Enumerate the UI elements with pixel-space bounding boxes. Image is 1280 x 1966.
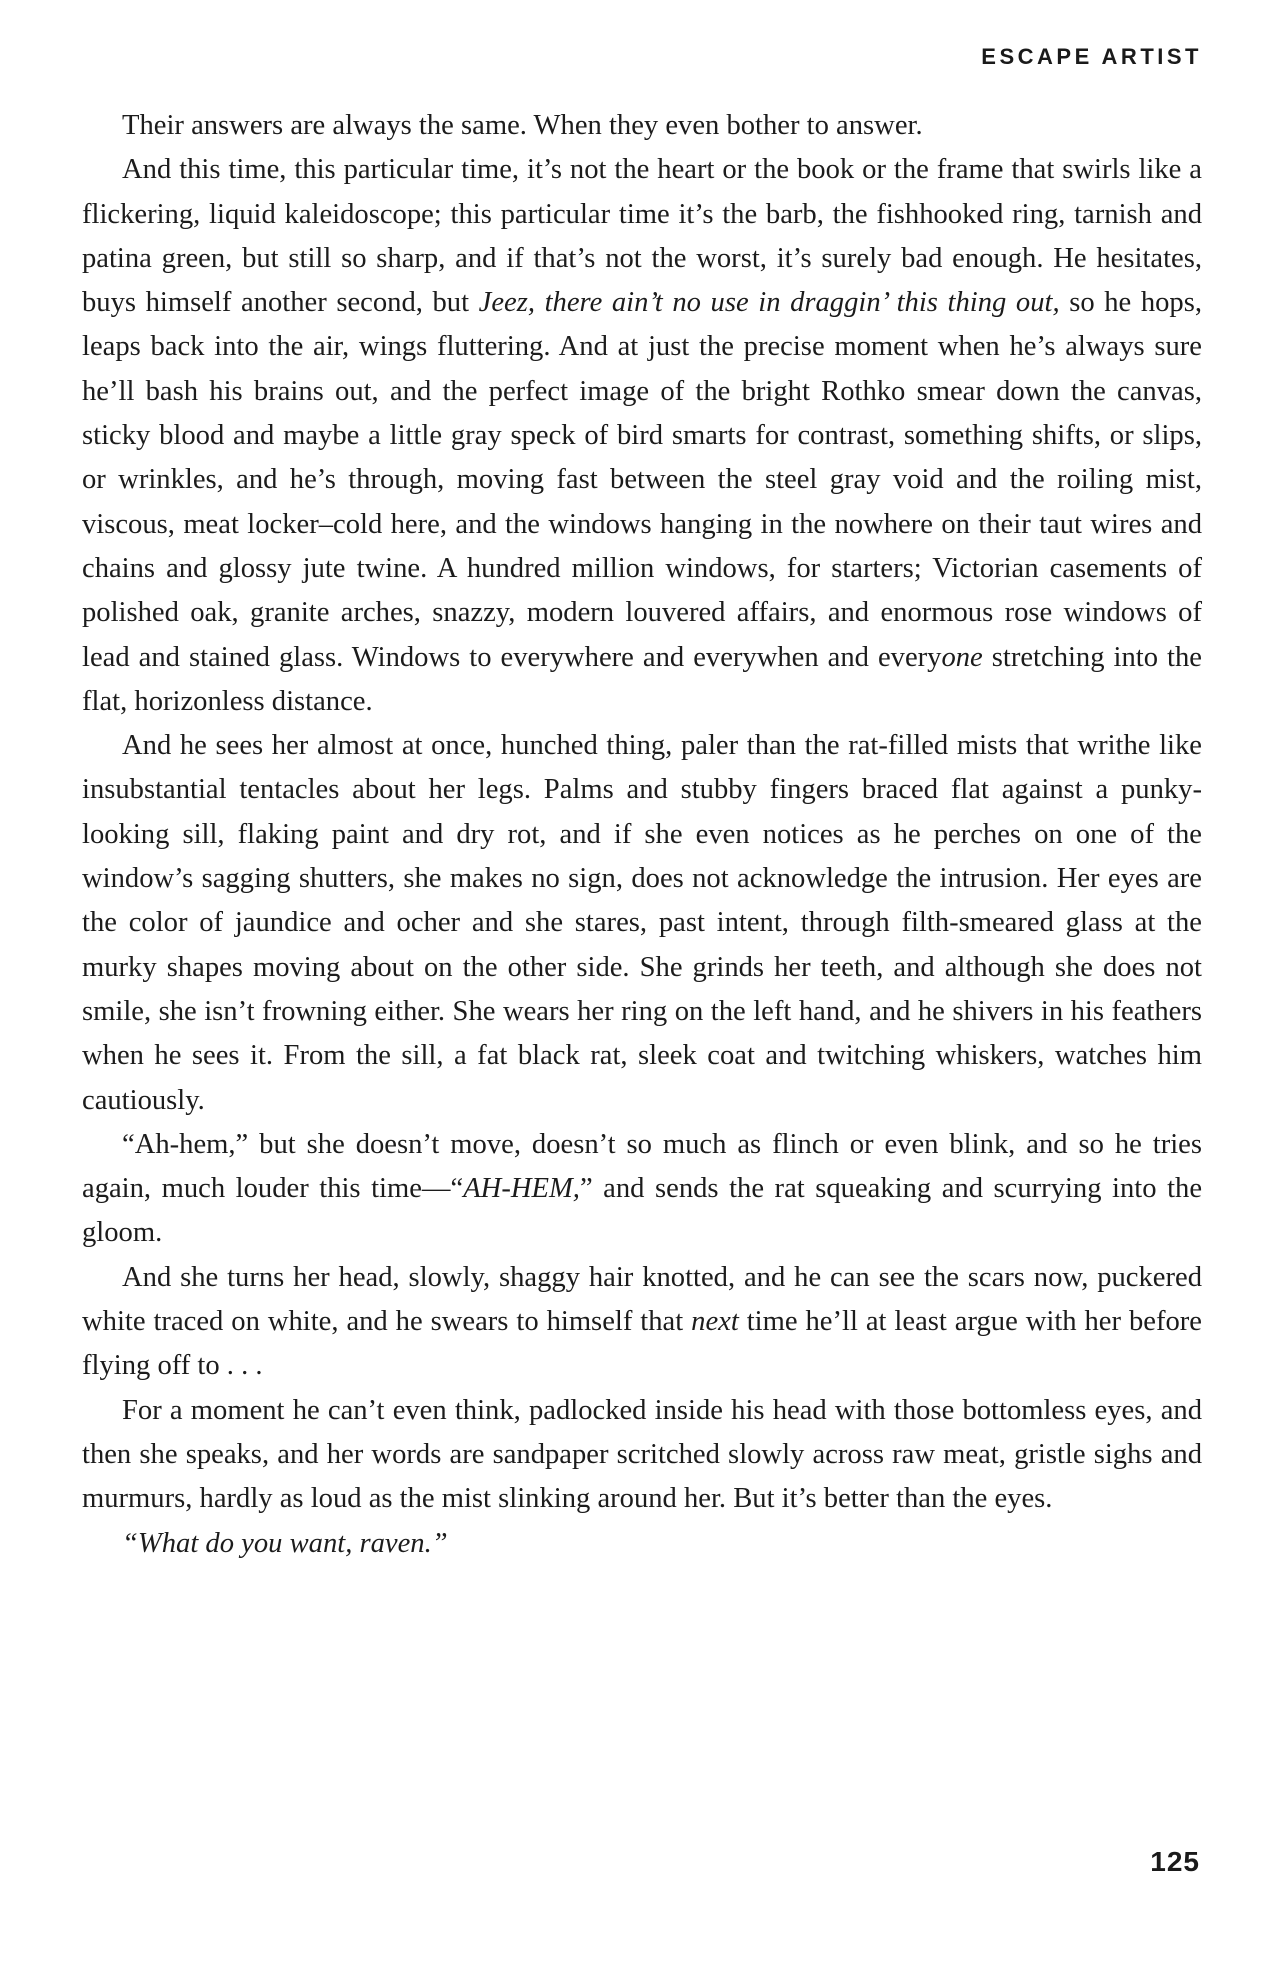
text-run: stretching into the flat, horizonless distance. xyxy=(82,641,1202,717)
paragraph xyxy=(82,724,1202,1123)
italic-text: AH-HEM, xyxy=(463,1173,580,1205)
paragraph xyxy=(82,148,1202,724)
body-text xyxy=(82,104,1202,1566)
running-head: ESCAPE ARTIST xyxy=(981,44,1202,69)
italic-text: one xyxy=(941,641,983,673)
paragraph xyxy=(82,1389,1202,1522)
italic-text: “What do you want, raven.” xyxy=(122,1527,448,1559)
page-number: 125 xyxy=(1150,1846,1200,1877)
text-run: And this time, this particular time, it’s not the heart or the book or the frame that swirls like a flickering, liquid kaleidoscope; this particular time it’s the barb, the fishhooked ring, tarnish and patina green, but still so sharp, and if that’s not the worst, it’s surely bad enough. He hesitates, buys himself another second, but xyxy=(82,154,1202,319)
text-run: And he sees her almost at once, hunched thing, paler than the rat-filled mists that writhe like insubstantial tentacles about her legs. Palms and stubby fingers braced flat against a punky-looking sill, flaking paint and dry rot, and if she even notices as he perches on one of the window’s sagging shutters, she makes no sign, does not acknowledge the intrusion. Her eyes are the color of jaundice and ocher and she stares, past intent, through filth-smeared glass at the murky shapes moving about on the other side. She grinds her teeth, and although she does not smile, she isn’t frowning either. She wears her ring on the left hand, and he shivers in his feathers when he sees it. From the sill, a fat black rat, sleek coat and twitching whiskers, watches him cautiously. xyxy=(82,730,1202,1116)
text-run: so he hops, leaps back into the air, wings fluttering. And at just the precise moment when he’s always sure he’ll bash his brains out, and the perfect image of the bright Rothko smear down the canvas, sticky blood and maybe a little gray speck of bird smarts for contrast, something shifts, or slips, or wrinkles, and he’s through, moving fast between the steel gray void and the roiling mist, viscous, meat locker–cold here, and the windows hanging in the nowhere on their taut wires and chains and glossy jute twine. A hundred million windows, for starters; Victorian casements of polished oak, granite arches, snazzy, modern louvered affairs, and enormous rose windows of lead and stained glass. Windows to everywhere and everywhen and every xyxy=(82,287,1202,673)
paragraph xyxy=(82,1123,1202,1256)
paragraph xyxy=(82,104,1202,148)
text-run: ” and sends the rat squeaking and scurrying into the gloom. xyxy=(82,1173,1203,1249)
text-run: Their answers are always the same. When they even bother to answer. xyxy=(122,110,923,141)
text-run: For a moment he can’t even think, padlocked inside his head with those bottomless eyes, and then she speaks, and her words are sandpaper scritched slowly across raw meat, gristle sighs and murmurs, hardly as loud as the mist slinking around her. But it’s better than the eyes. xyxy=(82,1394,1202,1515)
text-run: time he’ll at least argue with her before flying off to . . . xyxy=(82,1306,1202,1382)
italic-text: next xyxy=(691,1306,739,1338)
paragraph xyxy=(82,1256,1202,1389)
italic-text: Jeez, there ain’t no use in draggin’ this thing out, xyxy=(478,287,1060,319)
text-run: And she turns her head, slowly, shaggy hair knotted, and he can see the scars now, puckered white traced on white, and he swears to himself that xyxy=(82,1261,1202,1338)
paragraph xyxy=(82,1522,1202,1566)
text-run: “Ah-hem,” but she doesn’t move, doesn’t so much as flinch or even blink, and so he tries again, much louder this time—“ xyxy=(82,1128,1202,1205)
